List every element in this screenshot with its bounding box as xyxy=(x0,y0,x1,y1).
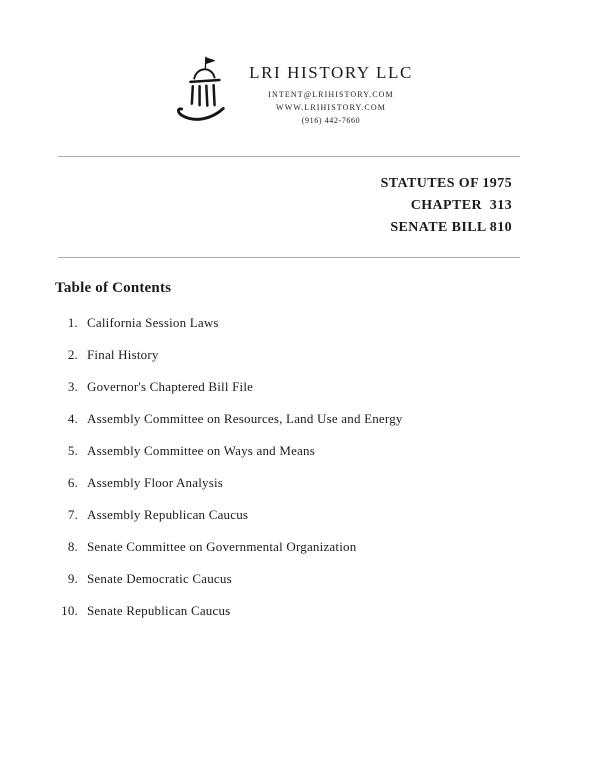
toc-item-label: Senate Democratic Caucus xyxy=(87,571,232,586)
contact-website: WWW.LRIHISTORY.COM xyxy=(276,103,386,112)
toc-item-number: 8. xyxy=(67,539,78,554)
toc-item-label: Final History xyxy=(87,347,159,362)
letterhead-text xyxy=(249,63,413,125)
contact-phone: (916) 442-7660 xyxy=(301,116,361,125)
toc-item-label: Senate Committee on Governmental Organization xyxy=(87,539,357,554)
toc-item-number: 2. xyxy=(67,347,78,362)
toc-item-number: 3. xyxy=(67,379,78,394)
contact-email: INTENT@LRIHISTORY.COM xyxy=(268,90,394,99)
letterhead xyxy=(0,0,600,136)
toc-item-number: 4. xyxy=(67,411,78,426)
toc-item-label: Governor's Chaptered Bill File xyxy=(87,379,254,394)
toc-title: Table of Contents xyxy=(55,280,172,296)
toc-item-number: 9. xyxy=(67,571,78,586)
divider-bottom xyxy=(58,257,520,258)
toc-item xyxy=(48,411,600,427)
toc-item-label: Senate Republican Caucus xyxy=(87,603,231,618)
toc-item xyxy=(48,443,600,459)
toc-item-number: 10. xyxy=(61,603,78,618)
capitol-building-logo-icon xyxy=(173,52,231,136)
toc-item xyxy=(48,571,600,587)
toc-item-number: 5. xyxy=(67,443,78,458)
toc-item-number: 1. xyxy=(67,315,78,330)
statute-block xyxy=(0,157,600,239)
toc-item xyxy=(48,507,600,523)
toc-item xyxy=(48,347,600,363)
toc-item xyxy=(48,603,600,619)
toc-item xyxy=(48,475,600,491)
company-name: LRI HISTORY LLC xyxy=(249,63,413,82)
toc-item xyxy=(48,539,600,555)
toc-item-label: Assembly Committee on Resources, Land Use and Energy xyxy=(87,411,403,426)
toc-item-label: Assembly Floor Analysis xyxy=(87,475,224,490)
toc-item-label: California Session Laws xyxy=(87,315,219,330)
toc-list xyxy=(0,315,600,619)
statute-line-chapter: CHAPTER 313 xyxy=(410,198,512,213)
toc-item xyxy=(48,379,600,395)
toc-item-number: 6. xyxy=(67,475,78,490)
statute-line-bill: SENATE BILL 810 xyxy=(390,220,512,235)
toc-item-label: Assembly Republican Caucus xyxy=(87,507,249,522)
toc-item-label: Assembly Committee on Ways and Means xyxy=(87,443,315,458)
statute-line-statutes: STATUTES OF 1975 xyxy=(380,176,512,191)
toc-item-number: 7. xyxy=(67,507,78,522)
toc-item xyxy=(48,315,600,331)
